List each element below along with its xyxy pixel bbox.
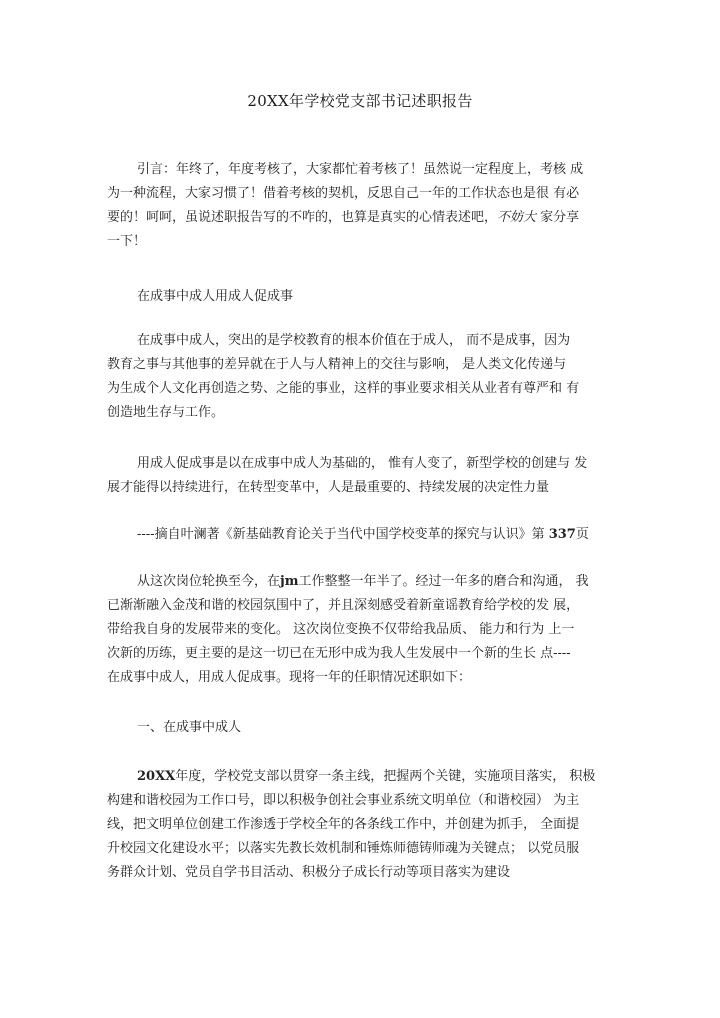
- para1-line-4: 创造地生存与工作。: [107, 405, 225, 420]
- body-paragraph-1: [107, 329, 617, 425]
- intro-line-3: [107, 206, 617, 230]
- body-paragraph-4: [107, 765, 617, 885]
- para3-line-3: 带给我自身的发展带来的变化。 这次岗位变换不仅带给我品质、 能力和行为 上一: [107, 622, 575, 637]
- para3-line-1-pre: 从这次岗位轮换至今，在: [137, 574, 281, 589]
- para4-line-3: 线，把文明单位创建工作渗透于学校全年的各条线工作中，并创建为抓手， 全面提: [107, 817, 580, 832]
- para4-line-1-post: 年度，学校党支部以贯穿一条主线，把握两个关键，实施项目落实， 积极: [175, 769, 596, 784]
- para3-line-2: 已渐渐融入金茂和谐的校园氛围中了，并且深刻感受着新童谣教育给学校的发 展，: [107, 598, 580, 613]
- intro-line-4: 一下！: [107, 234, 147, 249]
- body-paragraph-2: [107, 452, 617, 500]
- para1-line-3: 为生成个人文化再创造之势、之能的事业，这样的事业要求相关从业者有尊严和 有: [107, 381, 580, 396]
- body-paragraph-3: [107, 570, 617, 690]
- para2-line-1: 用成人促成事是以在成事中成人为基础的， 惟有人变了，新型学校的创建与 发: [137, 456, 588, 471]
- section-heading-2: 一、在成事中成人: [137, 720, 242, 735]
- para3-line-1: [107, 570, 617, 594]
- para3-line-1-bold: jm: [280, 574, 299, 589]
- para3-line-4: 次新的历练，更主要的是这一切已在无形中成为我人生发展中一个新的生长 点----: [107, 646, 571, 661]
- citation-wrap: [107, 523, 617, 547]
- para4-line-1-bold: 20XX: [137, 769, 176, 784]
- document-title: 20XX年学校党支部书记述职报告: [247, 92, 473, 110]
- para3-line-1-post: 工作整整一年半了。经过一年多的磨合和沟通， 我: [298, 574, 589, 589]
- para4-line-5: 务群众计划、党员自学书目活动、积极分子成长行动等项目落实为建设: [107, 865, 511, 880]
- intro-line-2: 为一种流程，大家习惯了！借着考核的契机，反思自己一年的工作状态也是很 有必: [107, 186, 580, 201]
- para4-line-4: 升校园文化建设水平；以落实先教长效机制和锤炼师德铸师魂为关键点； 以党员服: [107, 841, 580, 856]
- section-heading-1-wrap: [107, 285, 617, 309]
- para3-line-5: 在成事中成人，用成人促成事。现将一年的任职情况述职如下：: [107, 670, 472, 685]
- para1-line-2: 教育之事与其他事的差异就在于人与人精神上的交往与影响， 是人类文化传递与: [107, 357, 567, 372]
- intro-line-3-text: 要的！呵呵，虽说述职报告写的不咋的，也算是真实的心情表述吧，: [107, 210, 498, 225]
- intro-italic-phrase: 不妨大: [497, 210, 537, 225]
- para4-line-1: [107, 765, 617, 789]
- citation-page: 337: [548, 527, 576, 542]
- intro-line-3-tail: 家分享: [536, 210, 580, 225]
- section-heading-2-wrap: [107, 716, 617, 740]
- intro-paragraph: [107, 158, 617, 254]
- citation-text: ----摘自叶澜著《新基础教育论关于当代中国学校变革的探究与认识》第: [137, 527, 549, 542]
- para2-line-2: 展才能得以持续进行，在转型变革中，人是最重要的、持续发展的决定性力量: [107, 480, 550, 495]
- section-heading-1: 在成事中成人用成人促成事: [137, 289, 294, 304]
- para4-line-2: 构建和谐校园为工作口号，即以积极争创社会事业系统文明单位（和谐校园） 为主: [107, 793, 580, 808]
- citation: [107, 523, 617, 547]
- para1-line-1: 在成事中成人，突出的是学校教育的根本价值在于成人， 而不是成事，因为: [137, 333, 571, 348]
- citation-suffix: 页: [575, 527, 589, 542]
- intro-line-1: 引言：年终了，年度考核了，大家都忙着考核了！虽然说一定程度上，考核 成: [137, 162, 584, 177]
